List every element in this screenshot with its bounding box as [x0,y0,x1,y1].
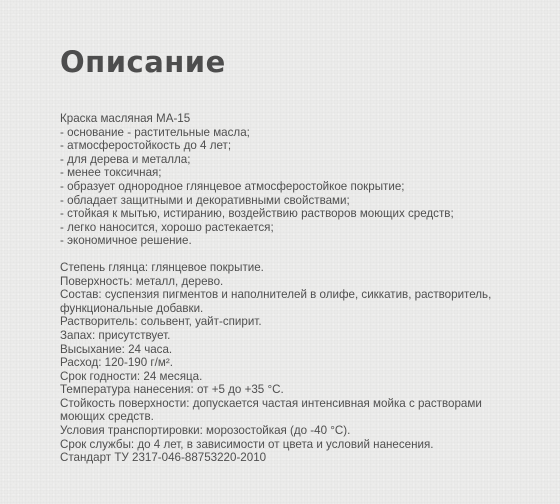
spec-surface-resistance: Стойкость поверхности: допускается частая интенсивная мойка с растворами [60,396,482,410]
feature-item: - обладает защитными и декоративными свойствами; [60,193,350,207]
product-name: Краска масляная МА-15 [60,112,191,125]
spec-list [60,261,510,465]
section-gap [60,248,510,261]
spec-standard: Стандарт ТУ 2317-046-88753220-2010 [60,451,267,465]
spec-gloss: Степень глянца: глянцевое покрытие. [60,260,264,274]
spec-odor: Запах: присутствует. [60,328,171,342]
feature-item: - образует однородное глянцевое атмосферостойкое покрытие; [60,179,405,193]
spec-shelf-life: Срок годности: 24 месяца. [60,369,203,383]
spec-solvent: Растворитель: сольвент, уайт-спирит. [60,315,262,329]
description-body [60,112,510,465]
spec-consumption: Расход: 120-190 г/м². [60,356,173,370]
spec-application-temp: Температура нанесения: от +5 до +35 °С. [60,383,284,397]
spec-drying: Высыхание: 24 часа. [60,342,173,356]
feature-item: - менее токсичная; [60,166,162,180]
spec-service-life: Срок службы: до 4 лет, в зависимости от цвета и условий нанесения. [60,437,434,451]
feature-item: - экономичное решение. [60,234,192,248]
spec-composition-cont: функциональные добавки. [60,301,204,315]
spec-surface: Поверхность: металл, дерево. [60,274,224,288]
spec-composition: Состав: суспензия пигментов и наполнителей в олифе, сиккатив, растворитель, [60,288,492,302]
feature-item: - для дерева и металла; [60,152,191,166]
spec-transport: Условия транспортировки: морозостойкая (до -40 °С). [60,424,351,438]
feature-item: - стойкая к мытью, истиранию, воздействию растворов моющих средств; [60,207,454,221]
feature-item: - атмосферостойкость до 4 лет; [60,139,232,153]
feature-item: - легко наносится, хорошо растекается; [60,220,274,234]
feature-list [60,126,510,248]
spec-surface-resistance-cont: моющих средств. [60,410,154,424]
page-title: Описание [60,45,226,79]
feature-item: - основание - растительные масла; [60,125,250,139]
